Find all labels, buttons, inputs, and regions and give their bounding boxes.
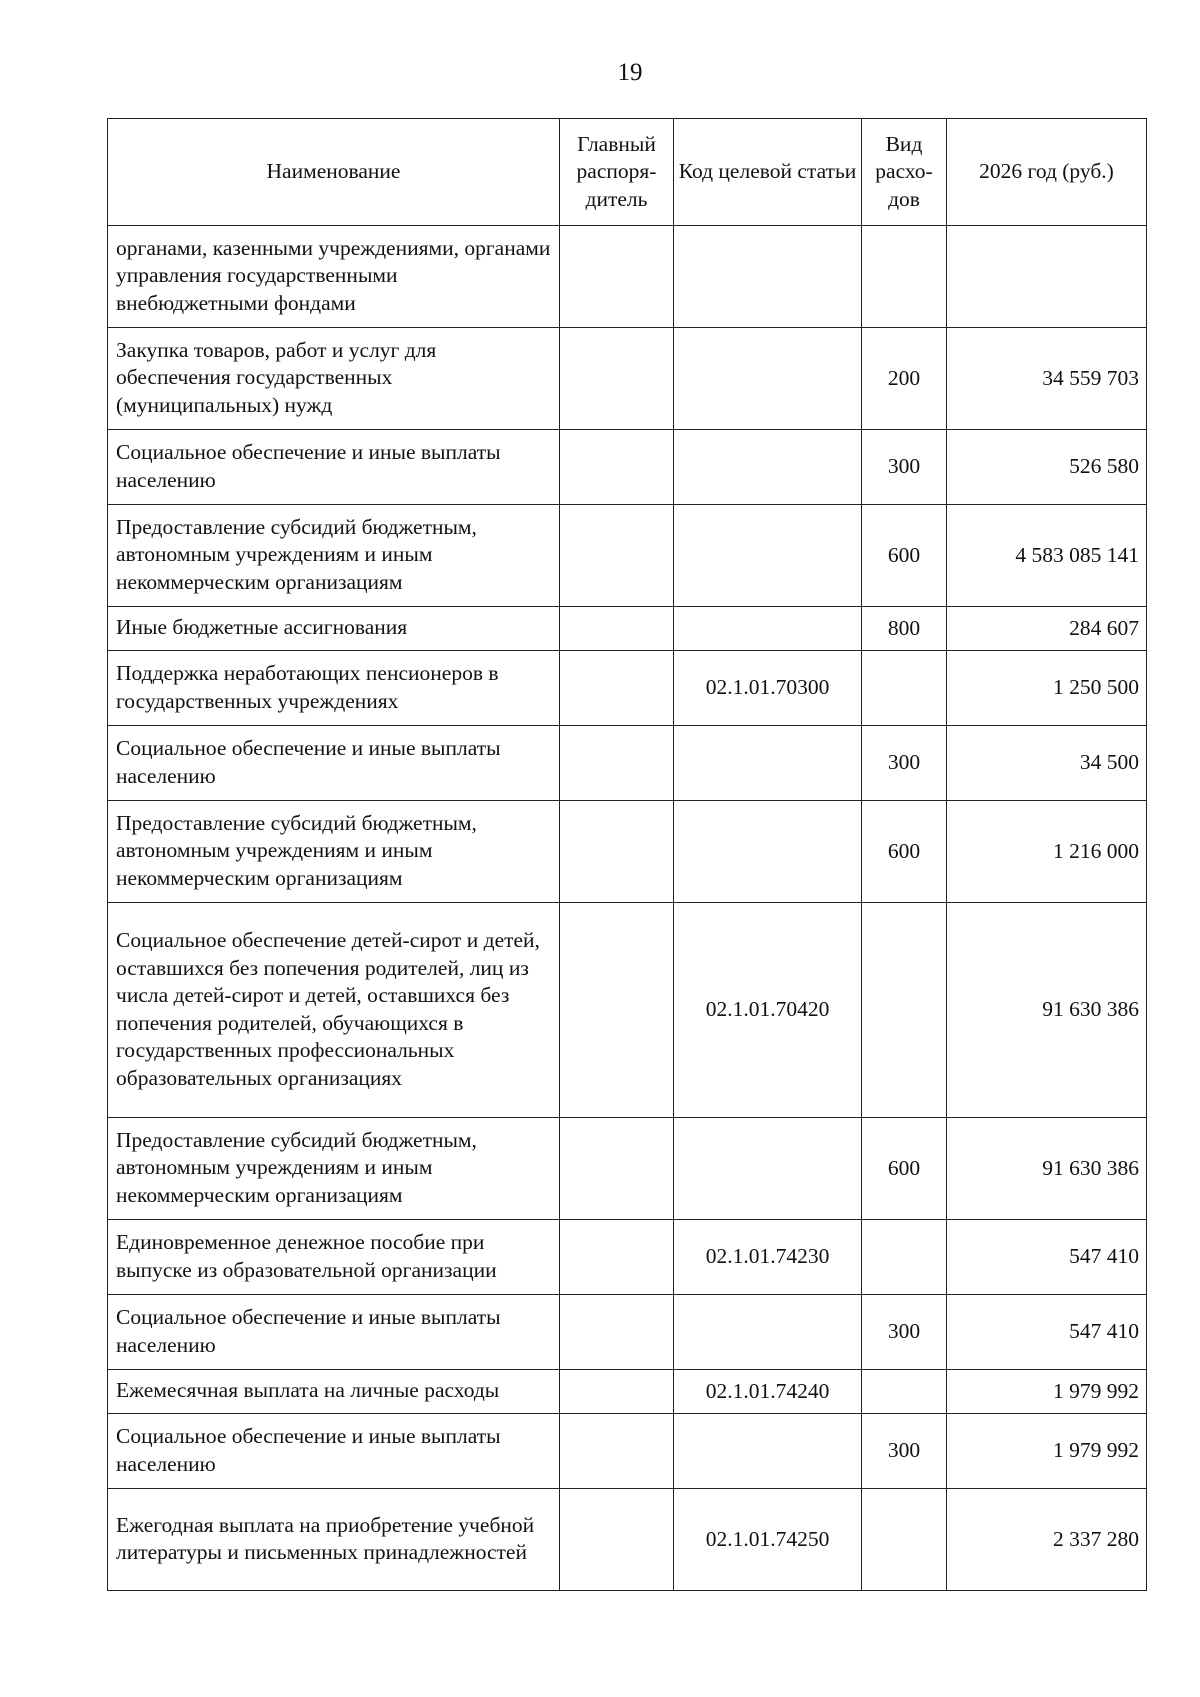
cell-expense-type <box>862 226 947 328</box>
cell-main-manager <box>560 903 674 1118</box>
table-row <box>108 430 1147 505</box>
cell-main-manager <box>560 1370 674 1414</box>
cell-amount: 34 500 <box>947 726 1147 801</box>
header-expense-type: Вид расхо-дов <box>862 119 947 226</box>
header-name: Наименование <box>108 119 560 226</box>
table-header-row <box>108 119 1147 226</box>
cell-amount: 1 250 500 <box>947 651 1147 726</box>
cell-target-code <box>674 1414 862 1489</box>
cell-target-code: 02.1.01.74230 <box>674 1220 862 1295</box>
cell-name: Предоставление субсидий бюджетным, автономным учреждениям и иным некоммерческим организациям <box>108 801 560 903</box>
cell-expense-type <box>862 651 947 726</box>
cell-main-manager <box>560 1220 674 1295</box>
cell-amount: 34 559 703 <box>947 328 1147 430</box>
cell-expense-type: 600 <box>862 801 947 903</box>
header-target-code: Код целевой статьи <box>674 119 862 226</box>
cell-expense-type <box>862 903 947 1118</box>
cell-name: Социальное обеспечение и иные выплаты населению <box>108 430 560 505</box>
table-row <box>108 505 1147 607</box>
cell-target-code <box>674 328 862 430</box>
table-row <box>108 651 1147 726</box>
table-row <box>108 1220 1147 1295</box>
cell-name: Предоставление субсидий бюджетным, автономным учреждениям и иным некоммерческим организациям <box>108 1118 560 1220</box>
cell-target-code <box>674 505 862 607</box>
cell-expense-type <box>862 1489 947 1591</box>
cell-expense-type: 800 <box>862 607 947 651</box>
cell-target-code: 02.1.01.70300 <box>674 651 862 726</box>
cell-main-manager <box>560 1414 674 1489</box>
cell-target-code: 02.1.01.74240 <box>674 1370 862 1414</box>
cell-expense-type: 300 <box>862 726 947 801</box>
table-row <box>108 1489 1147 1591</box>
cell-main-manager <box>560 1118 674 1220</box>
cell-name: Социальное обеспечение и иные выплаты населению <box>108 1295 560 1370</box>
cell-main-manager <box>560 328 674 430</box>
table-row <box>108 726 1147 801</box>
cell-main-manager <box>560 801 674 903</box>
cell-name: Социальное обеспечение и иные выплаты населению <box>108 726 560 801</box>
cell-main-manager <box>560 651 674 726</box>
cell-name: Социальное обеспечение детей-сирот и детей, оставшихся без попечения родителей, лиц из числа детей-сирот и детей, оставшихся без попечения родителей, обучающихся в государственных профессиональных образовательных организациях <box>108 903 560 1118</box>
cell-amount: 4 583 085 141 <box>947 505 1147 607</box>
page-number: 19 <box>617 59 643 86</box>
cell-expense-type: 200 <box>862 328 947 430</box>
cell-target-code <box>674 226 862 328</box>
cell-target-code: 02.1.01.70420 <box>674 903 862 1118</box>
cell-name: Социальное обеспечение и иные выплаты населению <box>108 1414 560 1489</box>
table-row <box>108 801 1147 903</box>
cell-main-manager <box>560 505 674 607</box>
header-amount-2026: 2026 год (руб.) <box>947 119 1147 226</box>
cell-expense-type: 300 <box>862 1414 947 1489</box>
cell-amount: 1 979 992 <box>947 1370 1147 1414</box>
cell-target-code <box>674 801 862 903</box>
cell-amount: 526 580 <box>947 430 1147 505</box>
table-row <box>108 226 1147 328</box>
cell-target-code: 02.1.01.74250 <box>674 1489 862 1591</box>
cell-amount: 2 337 280 <box>947 1489 1147 1591</box>
cell-name: органами, казенными учреждениями, органами управления государственными внебюджетными фондами <box>108 226 560 328</box>
table-row <box>108 328 1147 430</box>
cell-expense-type: 300 <box>862 1295 947 1370</box>
cell-name: Поддержка неработающих пенсионеров в государственных учреждениях <box>108 651 560 726</box>
cell-main-manager <box>560 726 674 801</box>
cell-amount <box>947 226 1147 328</box>
cell-expense-type: 600 <box>862 505 947 607</box>
cell-main-manager <box>560 430 674 505</box>
cell-target-code <box>674 607 862 651</box>
cell-amount: 1 216 000 <box>947 801 1147 903</box>
cell-name: Иные бюджетные ассигнования <box>108 607 560 651</box>
budget-table <box>107 118 1147 1591</box>
cell-name: Ежемесячная выплата на личные расходы <box>108 1370 560 1414</box>
cell-main-manager <box>560 1489 674 1591</box>
table-row <box>108 1295 1147 1370</box>
cell-expense-type: 600 <box>862 1118 947 1220</box>
cell-target-code <box>674 1118 862 1220</box>
cell-name: Ежегодная выплата на приобретение учебной литературы и письменных принадлежностей <box>108 1489 560 1591</box>
cell-target-code <box>674 726 862 801</box>
table-body <box>108 226 1147 1591</box>
cell-amount: 284 607 <box>947 607 1147 651</box>
cell-name: Единовременное денежное пособие при выпуске из образовательной организации <box>108 1220 560 1295</box>
table-row <box>108 1370 1147 1414</box>
table-row <box>108 903 1147 1118</box>
cell-target-code <box>674 430 862 505</box>
table-row <box>108 607 1147 651</box>
cell-amount: 1 979 992 <box>947 1414 1147 1489</box>
cell-amount: 547 410 <box>947 1220 1147 1295</box>
cell-main-manager <box>560 1295 674 1370</box>
cell-amount: 547 410 <box>947 1295 1147 1370</box>
cell-amount: 91 630 386 <box>947 903 1147 1118</box>
header-main-manager: Главный распоря-дитель <box>560 119 674 226</box>
cell-main-manager <box>560 226 674 328</box>
table-row <box>108 1414 1147 1489</box>
cell-expense-type: 300 <box>862 430 947 505</box>
cell-name: Предоставление субсидий бюджетным, автономным учреждениям и иным некоммерческим организациям <box>108 505 560 607</box>
cell-target-code <box>674 1295 862 1370</box>
table-row <box>108 1118 1147 1220</box>
cell-expense-type <box>862 1370 947 1414</box>
cell-expense-type <box>862 1220 947 1295</box>
cell-name: Закупка товаров, работ и услуг для обеспечения государственных (муниципальных) нужд <box>108 328 560 430</box>
cell-amount: 91 630 386 <box>947 1118 1147 1220</box>
cell-main-manager <box>560 607 674 651</box>
